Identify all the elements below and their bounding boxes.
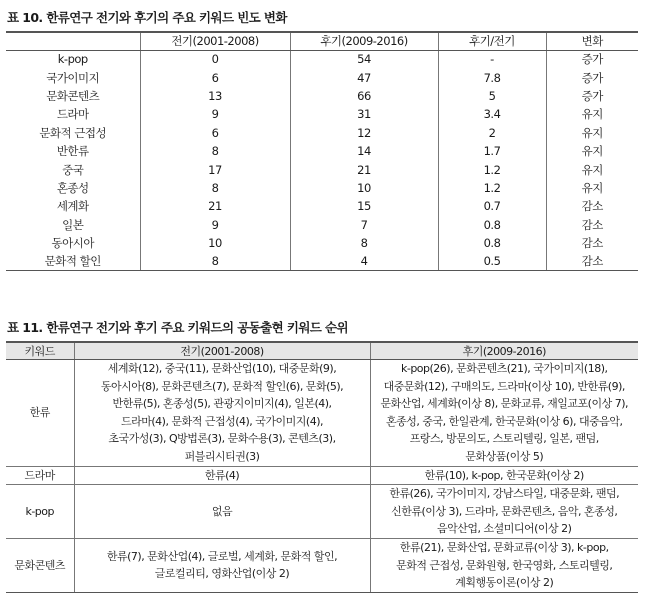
late-count-cell: 31 [290,105,438,123]
table-row [6,124,638,142]
cooccurrence-line: 프랑스, 방문의도, 스토리텔링, 일본, 팬덤, [409,432,599,446]
early-count-cell: 0 [140,50,290,68]
table-row [6,485,638,539]
cooccurrence-line: 음악산업, 소셜미디어(이상 2) [437,522,572,536]
keyword-cell: k-pop [57,52,88,67]
keyword-frequency-table [6,31,638,271]
late-count-cell: 7 [290,216,438,234]
ratio-cell: - [438,50,546,68]
late-count-cell: 4 [290,252,438,270]
table-row [6,234,638,252]
change-cell: 감소 [546,252,638,270]
early-count-cell: 8 [140,252,290,270]
keyword-cell: 중국 [62,162,84,177]
ratio-cell: 5 [438,87,546,105]
table2-header-keyword: 키워드 [6,342,74,360]
table-row [6,105,638,123]
cooccurrence-line: 문화적 근접성, 문화원형, 한국영화, 스토리텔링, [396,558,613,572]
cooccurrence-line: 한류(10), k-pop, 한국문화(이상 2) [424,468,584,482]
table1-header-late: 후기(2009-2016) [290,32,438,50]
table2-caption: 표 11. 한류연구 전기와 후기 주요 키워드의 공동출현 키워드 순위 [7,320,348,335]
cooccurrence-line: 동아시아(8), 문화콘텐츠(7), 문화적 할인(6), 문화(5), [100,379,344,393]
late-count-cell: 8 [290,234,438,252]
keyword-cell: 동아시아 [51,236,94,251]
change-cell: 증가 [546,68,638,86]
cooccurrence-line: 문화산업, 세계화(이상 8), 문화교류, 재일교포(이상 7), [380,397,629,411]
early-cooccurrence-cell [74,485,370,539]
table-row [6,252,638,270]
early-count-cell: 9 [140,105,290,123]
keyword-cell: 드라마 [56,107,89,122]
table-row [6,87,638,105]
table2-header-late: 후기(2009-2016) [370,342,638,360]
keyword-cell: k-pop [6,485,74,539]
early-count-cell: 17 [140,160,290,178]
table-row [6,538,638,592]
ratio-cell: 0.5 [438,252,546,270]
table1-header-ratio: 후기/전기 [438,32,546,50]
late-cooccurrence-cell [370,466,638,485]
keyword-cell: 문화적 할인 [6,252,140,270]
early-cooccurrence-cell [74,538,370,592]
keyword-cell: 반한류 [56,144,89,159]
ratio-cell: 0.7 [438,197,546,215]
cooccurrence-line: 혼종성, 중국, 한일관계, 한국문화(이상 6), 대중음악, [386,414,623,428]
early-count-cell: 10 [140,234,290,252]
keyword-cell: 일본 [62,217,84,232]
table-row [6,160,638,178]
keyword-cell: 국가이미지 [46,70,100,85]
late-count-cell: 54 [290,50,438,68]
early-count-cell: 9 [140,216,290,234]
late-cooccurrence-cell [370,538,638,592]
early-count-cell: 21 [140,197,290,215]
ratio-cell: 1.2 [438,179,546,197]
late-count-cell: 14 [290,142,438,160]
cooccurrence-line: k-pop(26), 문화콘텐츠(21), 국가이미지(18), [400,362,608,375]
keyword-cell: 혼종성 [56,180,89,195]
ratio-cell: 1.7 [438,142,546,160]
late-cooccurrence-cell [370,485,638,539]
late-cooccurrence-cell [370,360,638,467]
keyword-cell: 문화콘텐츠 [6,538,74,592]
early-count-cell: 8 [140,142,290,160]
keyword-cell: 문화적 근접성 [39,125,107,140]
change-cell: 유지 [546,124,638,142]
early-count-cell: 6 [140,68,290,86]
ratio-cell: 0.8 [438,234,546,252]
change-cell: 감소 [546,234,638,252]
change-cell: 증가 [546,87,638,105]
table-row [6,216,638,234]
change-cell: 증가 [546,50,638,68]
table2-header-early: 전기(2001-2008) [74,342,370,360]
table-row [6,179,638,197]
ratio-cell: 1.2 [438,160,546,178]
cooccurrence-line: 없음 [211,504,233,518]
table1-header-row [6,32,638,50]
table-row [6,360,638,467]
cooccurrence-line: 퍼블리시티권(3) [184,449,260,463]
late-count-cell: 15 [290,197,438,215]
early-count-cell: 13 [140,87,290,105]
table-row [6,466,638,485]
table-row [6,50,638,68]
early-count-cell: 8 [140,179,290,197]
change-cell: 유지 [546,142,638,160]
late-count-cell: 47 [290,68,438,86]
change-cell: 감소 [546,197,638,215]
late-count-cell: 12 [290,124,438,142]
co-occurrence-table [6,341,638,593]
cooccurrence-line: 문화상품(이상 5) [465,449,544,463]
ratio-cell: 3.4 [438,105,546,123]
change-cell: 유지 [546,160,638,178]
cooccurrence-line: 초국가성(3), Q방법론(3), 문화수용(3), 콘텐츠(3), [108,432,336,446]
cooccurrence-line: 드라마(4), 문화적 근접성(4), 국가이미지(4), [121,414,323,428]
ratio-cell: 7.8 [438,68,546,86]
ratio-cell: 2 [438,124,546,142]
table-row [6,68,638,86]
cooccurrence-line: 신한류(이상 3), 드라마, 문화콘텐츠, 음악, 혼종성, [391,504,618,518]
cooccurrence-line: 대중문화(12), 구매의도, 드라마(이상 10), 반한류(9), [383,379,625,393]
change-cell: 감소 [546,216,638,234]
ratio-cell: 0.8 [438,216,546,234]
late-count-cell: 10 [290,179,438,197]
change-cell: 유지 [546,179,638,197]
cooccurrence-line: 한류(4) [204,468,240,482]
keyword-cell: 드라마 [6,466,74,485]
table1-caption: 표 10. 한류연구 전기와 후기의 주요 키워드 빈도 변화 [7,10,287,25]
cooccurrence-line: 한류(21), 문화산업, 문화교류(이상 3), k-pop, [399,540,609,554]
table-row [6,142,638,160]
cooccurrence-line: 한류(7), 문화산업(4), 글로벌, 세계화, 문화적 할인, [106,549,338,563]
cooccurrence-line: 계획행동이론(이상 2) [455,576,554,590]
cooccurrence-line: 반한류(5), 혼종성(5), 관광지이미지(4), 일본(4), [112,397,332,411]
table1-header-keyword [6,32,140,50]
table1-header-change: 변화 [546,32,638,50]
early-count-cell: 6 [140,124,290,142]
table2-header-row [6,342,638,360]
keyword-cell: 문화콘텐츠 [46,88,100,103]
early-cooccurrence-cell [74,360,370,467]
late-count-cell: 21 [290,160,438,178]
cooccurrence-line: 글로컬리티, 영화산업(이상 2) [154,567,290,581]
keyword-cell: 한류 [6,360,74,467]
table-row [6,197,638,215]
table1-header-early: 전기(2001-2008) [140,32,290,50]
keyword-cell: 세계화 [56,199,89,214]
change-cell: 유지 [546,105,638,123]
late-count-cell: 66 [290,87,438,105]
early-cooccurrence-cell [74,466,370,485]
cooccurrence-line: 한류(26), 국가이미지, 강남스타일, 대중문화, 팬덤, [389,487,620,501]
cooccurrence-line: 세계화(12), 중국(11), 문화산업(10), 대중문화(9), [107,362,337,375]
